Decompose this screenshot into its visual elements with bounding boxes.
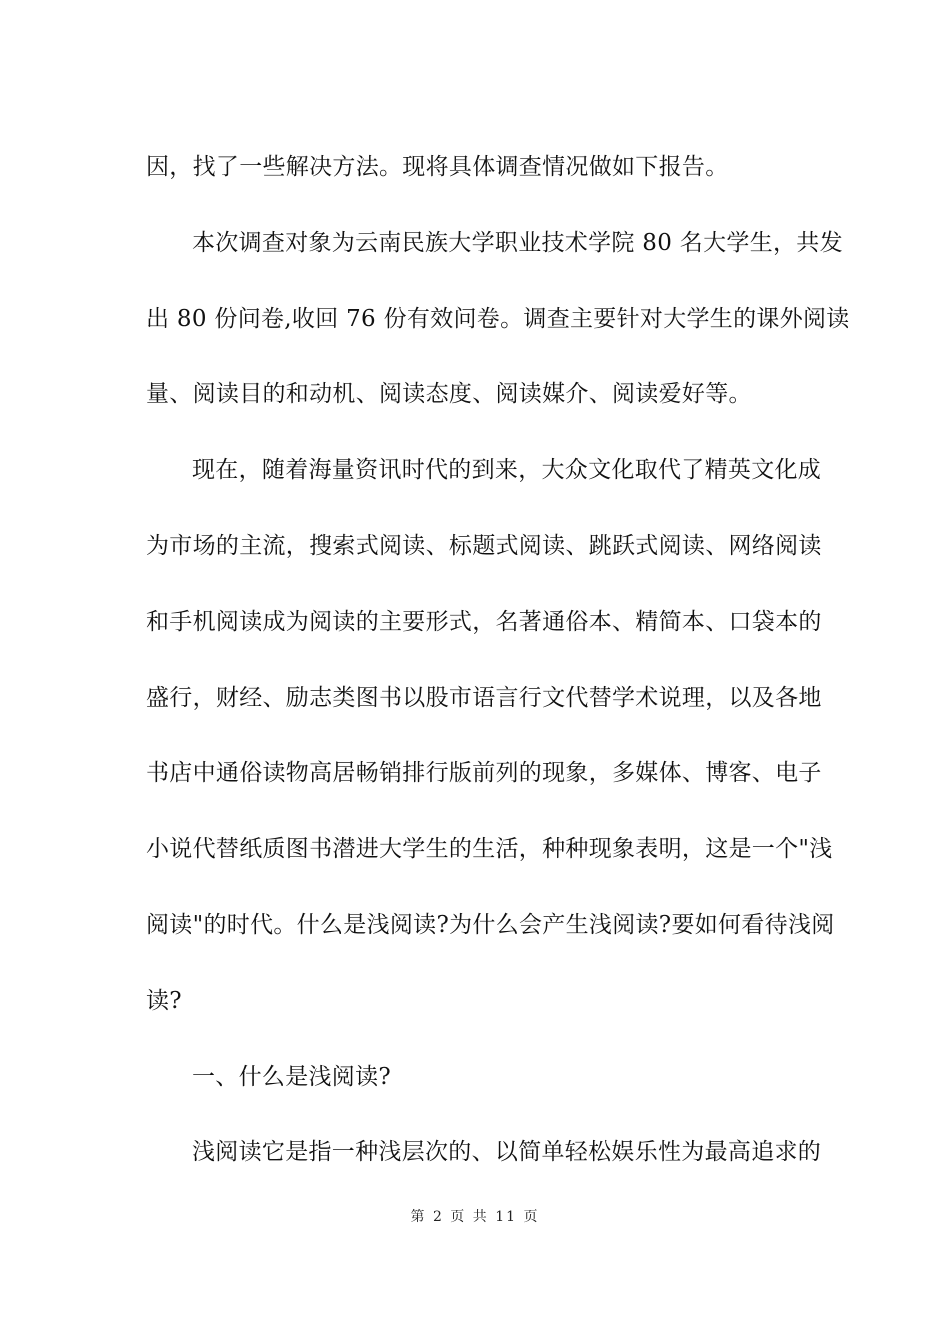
paragraph-line: 浅阅读它是指一种浅层次的、以简单轻松娱乐性为最高追求的 xyxy=(192,1139,822,1166)
text-line: 小说代替纸质图书潜进大学生的生活，种种现象表明，这是一个"浅 xyxy=(146,836,833,863)
page-number-footer: 第 2 页 共 11 页 xyxy=(410,1209,540,1225)
text-line: 量、阅读目的和动机、阅读态度、阅读媒介、阅读爱好等。 xyxy=(146,381,752,408)
paragraph-line: 现在，随着海量资讯时代的到来，大众文化取代了精英文化成 xyxy=(192,457,822,484)
text-line: 为市场的主流，搜索式阅读、标题式阅读、跳跃式阅读、网络阅读 xyxy=(146,532,822,559)
document-body xyxy=(146,130,850,1191)
paragraph-line: 本次调查对象为云南民族大学职业技术学院 80 名大学生，共发 xyxy=(192,229,843,256)
text-line: 盛行，财经、励志类图书以股市语言行文代替学术说理，以及各地 xyxy=(146,684,822,711)
text-line: 阅读"的时代。什么是浅阅读?为什么会产生浅阅读?要如何看待浅阅 xyxy=(146,911,835,938)
text-line: 书店中通俗读物高居畅销排行版前列的现象，多媒体、博客、电子 xyxy=(146,760,822,787)
text-line: 和手机阅读成为阅读的主要形式，名著通俗本、精简本、口袋本的 xyxy=(146,608,822,635)
section-heading: 一、什么是浅阅读? xyxy=(192,1063,392,1090)
text-line: 读? xyxy=(146,987,182,1014)
text-line: 出 80 份问卷,收回 76 份有效问卷。调查主要针对大学生的课外阅读 xyxy=(146,305,850,332)
text-line: 因，找了一些解决方法。现将具体调查情况做如下报告。 xyxy=(146,154,729,180)
